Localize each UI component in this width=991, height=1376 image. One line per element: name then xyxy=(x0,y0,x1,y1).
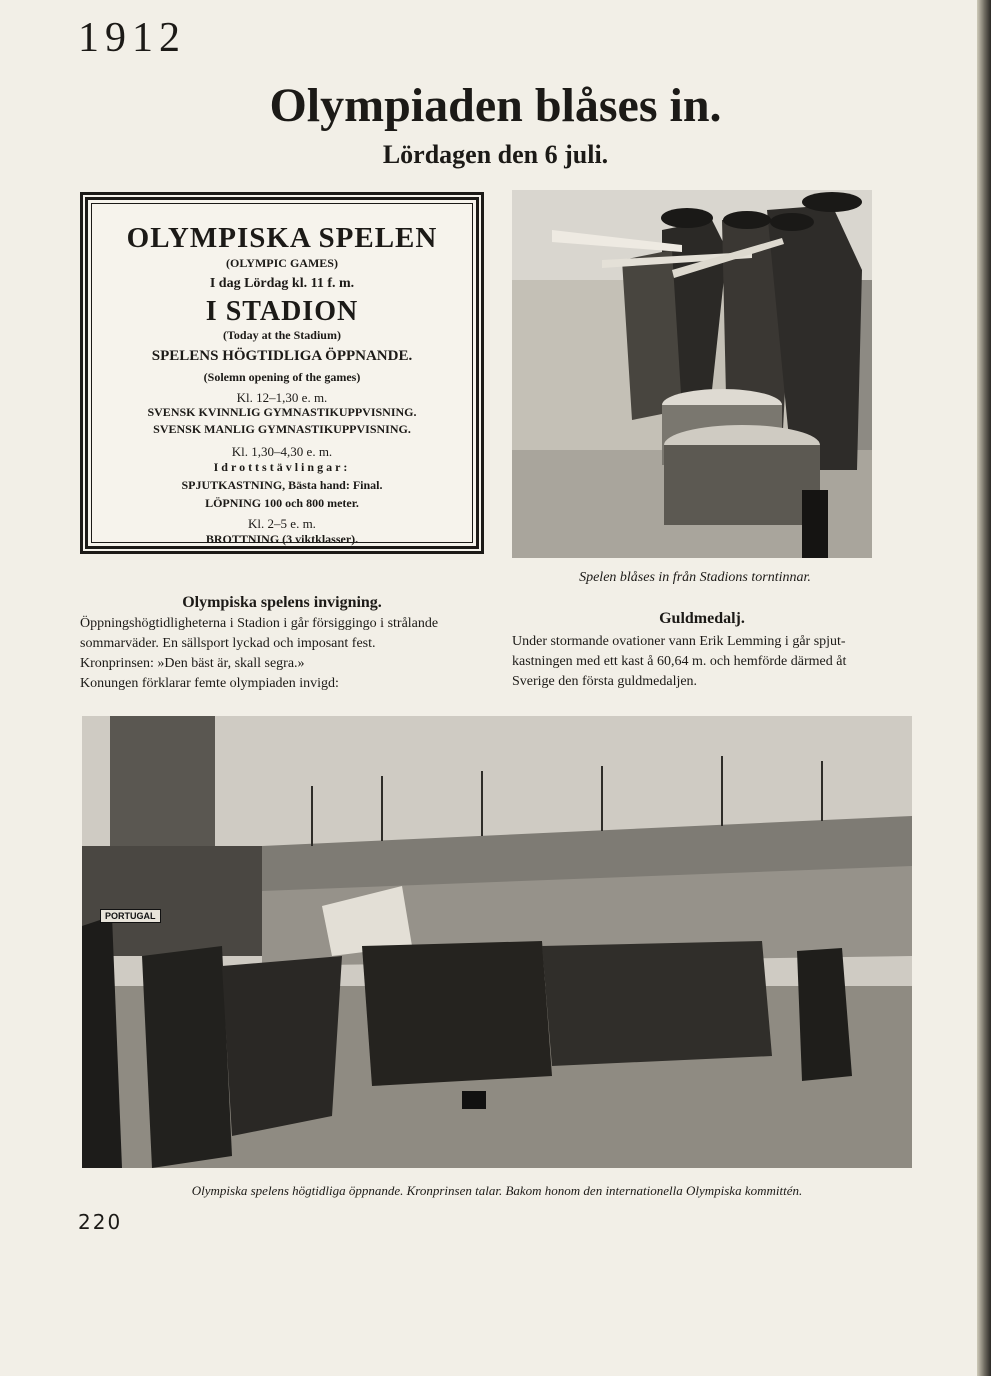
trumpeters-photo xyxy=(512,190,872,558)
article-opening-line: Konungen förklarar femte olympiaden invigd: xyxy=(80,676,339,691)
ad-inner-frame xyxy=(91,203,473,546)
article-opening-line: sommarväder. En sällsport lyckad och imposant fest. xyxy=(80,636,376,651)
opening-ceremony-photo xyxy=(82,716,912,1168)
article-opening-title: Olympiska spelens invigning. xyxy=(182,594,382,611)
article-gold-title: Guldmedalj. xyxy=(659,610,745,627)
headline: Olympiaden blåses in. xyxy=(269,79,722,132)
article-opening-line: Kronprinsen: »Den bäst är, skall segra.» xyxy=(80,656,305,671)
trumpeters-caption: Spelen blåses in från Stadions torntinnar. xyxy=(579,570,811,585)
olympic-games-advertisement xyxy=(80,192,484,554)
article-opening-line: Öppningshögtidligheterna i Stadion i går försiggingo i strålande xyxy=(80,616,439,631)
article-gold-body xyxy=(512,632,892,692)
ad-venue: I STADION xyxy=(205,296,359,327)
article-opening-body xyxy=(80,614,490,694)
ad-wrestling: BROTTNING (3 viktklasser). xyxy=(205,532,359,546)
ad-venue-en: (Today at the Stadium) xyxy=(223,328,341,342)
year-heading: 1912 xyxy=(78,15,186,61)
page-edge xyxy=(977,0,991,1376)
ad-date-time: I dag Lördag kl. 11 f. m. xyxy=(209,276,355,291)
ad-title: OLYMPISKA SPELEN xyxy=(126,222,438,254)
ad-javelin: SPJUTKASTNING, Bästa hand: Final. xyxy=(181,478,383,492)
page-number: 220 xyxy=(78,1210,123,1234)
article-gold-line: kastningen med ett kast å 60,64 m. och hemförde därmed åt xyxy=(512,654,847,669)
ceremony-illustration xyxy=(82,716,912,1168)
ad-running: LÖPNING 100 och 800 meter. xyxy=(205,496,359,510)
ad-title-en: (OLYMPIC GAMES) xyxy=(226,256,338,270)
article-gold-line: Sverige den första guldmedaljen. xyxy=(512,674,698,689)
portugal-sign: PORTUGAL xyxy=(100,909,161,923)
ad-gymnastics-women: SVENSK KVINNLIG GYMNASTIKUPPVISNING. xyxy=(147,405,417,419)
ceremony-caption: Olympiska spelens högtidliga öppnande. Kronprinsen talar. Bakom honom den internationella Olympiska kommittén. xyxy=(191,1183,803,1198)
subheadline: Lördagen den 6 juli. xyxy=(382,140,609,169)
ad-time-1: Kl. 12–1,30 e. m. xyxy=(236,390,328,405)
ad-time-2: Kl. 1,30–4,30 e. m. xyxy=(231,444,333,459)
trumpeters-illustration xyxy=(512,190,872,558)
ad-event-en: (Solemn opening of the games) xyxy=(203,370,361,384)
article-gold-line: Under stormande ovationer vann Erik Lemming i går spjut- xyxy=(512,634,846,649)
ad-gymnastics-men: SVENSK MANLIG GYMNASTIKUPPVISNING. xyxy=(153,422,411,436)
ad-athletics: Idrottstävlingar: xyxy=(213,460,351,474)
ad-time-3: Kl. 2–5 e. m. xyxy=(248,516,316,531)
ad-event: SPELENS HÖGTIDLIGA ÖPPNANDE. xyxy=(151,348,413,364)
